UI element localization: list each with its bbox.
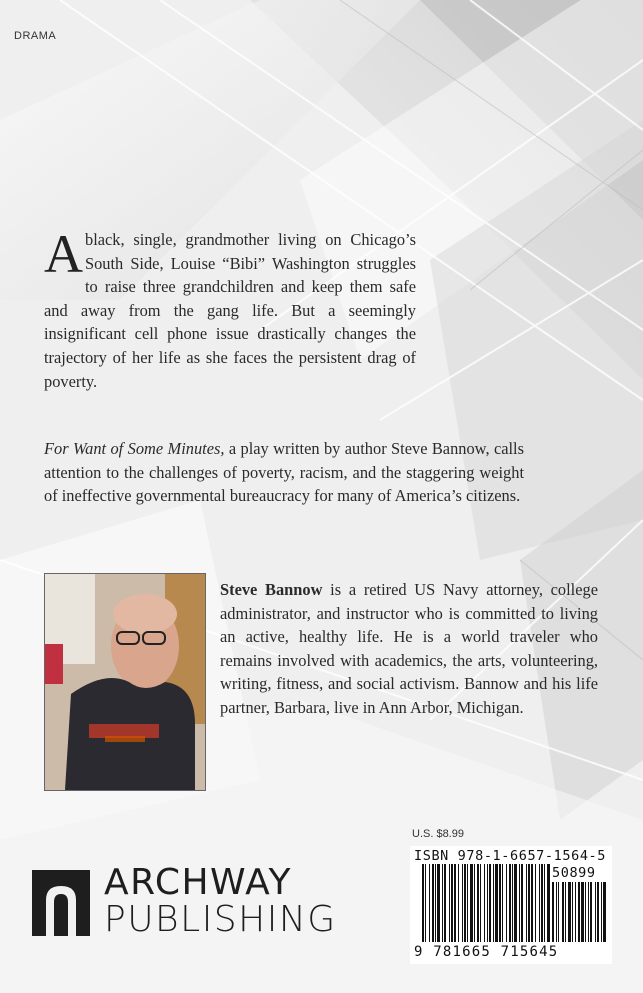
play-description (44, 437, 524, 508)
author-photo (44, 573, 206, 791)
synopsis-text: black, single, grandmother living on Chicago’s South Side, Louise “Bibi” Washington struggles to raise three grandchildren and keep them safe and away from the gang life. But a seemingly insignificant cell phone issue drastically changes the trajectory of her life as she faces the persistent drag of poverty. (44, 230, 416, 391)
isbn-text: ISBN 978-1-6657-1564-5 (414, 848, 607, 864)
publisher-name-line2: PUBLISHING (104, 899, 337, 940)
publisher-name-line1: ARCHWAY (104, 862, 293, 903)
genre-label: DRAMA (14, 30, 57, 42)
archway-logo-icon (32, 870, 90, 936)
price-addon-text: 50899 (552, 865, 596, 881)
author-name: Steve Bannow (220, 580, 323, 599)
dropcap: A (44, 224, 83, 284)
synopsis (44, 224, 416, 393)
play-title: For Want of Some Minutes, (44, 439, 225, 458)
play-description-text: a play written by author Steve Bannow, calls attention to the challenges of poverty, racism, and the staggering weight of ineffective governmental bureaucracy for many of America’s citizens. (44, 439, 524, 506)
isbn-barcode (410, 846, 612, 964)
author-bio-text: is a retired US Navy attorney, college administrator, and instructor who is committed to living an active, healthy life. He is a world traveler who remains involved with academics, the arts, volunteering, writing, fitness, and social activism. Bannow and his life partner, Barbara, live in Ann Arbor, Michigan. (220, 580, 598, 717)
price-label: U.S. $8.99 (412, 828, 464, 840)
ean-number: 9 781665 715645 (414, 944, 559, 960)
author-bio (220, 578, 598, 720)
